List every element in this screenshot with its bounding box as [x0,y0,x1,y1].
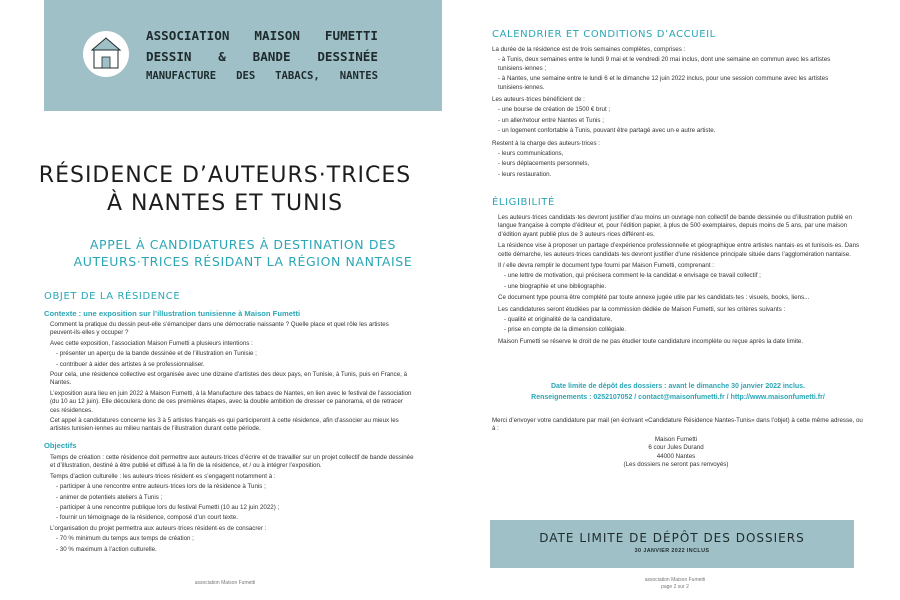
page-two [450,0,900,600]
section-body: Temps de création : cette résidence doit permettre aux auteurs·trices d’écrire et de travailler sur un projet collectif de bande dessinée et d’illustration, destiné à être publié et diffusé à la fin de la résidence, et / ou à intégrer l’exposition. Temps d’action culturelle : les auteurs·trices résident·es s’engagent notamment à : - participer à une rencontre entre auteurs·trices lors de la résidence à Tunis ; - animer de potentiels ateliers à Tunis ; - participer à une rencontre publique lors du festival Fumetti (10 au 12 juin 2022) ; - fournir un témoignage de la résidence, composé d’un court texte. L’organisation du projet permettra aux auteurs·trices résident·es de consacrer : - 70 % minimum du temps aux temps de création ; - 30 % maximum à l’action culturelle. [50,454,414,553]
page-number: page 2 sur 2 [661,583,689,590]
association-subject: DESSIN & BANDE DESSINÉE [146,49,378,64]
section-objectifs [44,441,414,556]
section-heading: OBJET DE LA RÉSIDENCE [44,291,181,302]
page-footer: association Maison Fumetti [194,580,256,586]
association-name: ASSOCIATION MAISON FUMETTI [146,28,378,43]
section-heading: ÉLIGIBILITÉ [492,197,555,208]
call-subtitle: APPEL À CANDIDATURES À DESTINATION DES AUTEURS·TRICES RÉSIDANT LA RÉGION NANTAISE [73,237,413,269]
section-body: Les auteurs·trices candidats·tes devront justifier d’au moins un ouvrage non collectif de bande dessinée ou d’illustration publié en langue française à compte d’éditeur et, pour l’édition papier, à plus de 500 exemplaires, depuis moins de 5 ans, par une maison d’édition ayant publié plus de 3 auteurs·rices différent·es. La résidence vise à proposer un partage d’expérience professionnelle et géographique entre artistes nantais·es et tunisois·es. Dans cette démarche, les auteurs·trices candidats·tes devront justifier d’une résidence principale située dans l’agglomération nantaise. Il / elle devra remplir le document type fourni par Maison Fumetti, comprenant : - une lettre de motivation, qui précisera comment le·la candidat·e envisage ce travail collectif ; - une biographie et une bibliographie. Ce document type pourra être complété par toute annexe jugée utile par les candidats·tes : visuels, books, liens... Les candidatures seront étudiées par la commission dédiée de Maison Fumetti, sur les critères suivants : - qualité et originalité de la candidature, - prise en compte de la dimension collégiale. Maison Fumetti se réserve le droit de ne pas étudier toute candidature incomplète ou reçue après la date limite. [498,214,860,345]
deadline-box [490,520,854,568]
page-title: RÉSIDENCE D’AUTEURS·TRICES À NANTES ET TUNIS [38,163,412,216]
deadline-box-date: 30 JANVIER 2022 INCLUS [634,548,710,554]
section-eligibilite [492,197,864,348]
deadline-box-title: DATE LIMITE DE DÉPÔT DES DOSSIERS [539,531,805,545]
association-location: MANUFACTURE DES TABACS, NANTES [146,70,378,82]
section-heading: CALENDRIER ET CONDITIONS D’ACCUEIL [492,29,716,40]
section-body: Comment la pratique du dessin peut-elle s’émanciper dans une démocratie naissante ? Quelle place et quel rôle les artistes peuvent-ils·elles y occuper ? Avec cette exposition, l’association Maison Fumetti a plusieurs intentions : - présenter un aperçu de la bande dessinée et de l’illustration en Tunisie ; - contribuer à aider des artistes à se professionnaliser. Pour cela, une résidence collective est organisée avec une dizaine d’artistes des deux pays, en Tunisie, à Tunis, puis en France, à Nantes. L’exposition aura lieu en juin 2022 à Maison Fumetti, à la Manufacture des tabacs de Nantes, en lien avec le festival de l’association (du 10 au 12 juin). Elle découlera donc de ces premières étapes, avec la double ambition de dresser ce panorama, et de retracer ces résidences. Cet appel à candidatures concerne les 3 à 5 artistes français·es qui participeront à cette résidence, afin d’associer au mieux les artistes tunisien·iennes au milieu nantais de l’illustration durant cette période. [50,321,412,433]
postal-address: Maison Fumetti 6 cour Jules Durand 44000 Nantes (Les dossiers ne seront pas renvoyés) [623,436,729,469]
association-text [146,28,378,82]
submission-instructions: Merci d’envoyer votre candidature par mail (en écrivant «Candidature Résidence Nantes-Tunis» dans l’objet) à cette même adresse, ou à : [492,417,863,433]
subsection-heading: Contexte : une exposition sur l’illustration tunisienne à Maison Fumetti [44,309,301,318]
section-objet [44,291,414,436]
deadline-notice: Date limite de dépôt des dossiers : avant le dimanche 30 janvier 2022 inclus. Renseignements : 0252107052 / contact@maisonfumetti.fr / http://www.maisonfumetti.fr/ [492,381,864,403]
contact-info[interactable]: Renseignements : 0252107052 / contact@maisonfumetti.fr / http://www.maisonfumetti.fr/ [531,394,825,401]
house-icon [82,26,130,82]
page-footer: association Maison Fumetti page 2 sur 2 [450,577,900,590]
section-calendrier [492,29,864,181]
subsection-heading: Objectifs [44,441,77,450]
section-body: La durée de la résidence est de trois semaines complètes, comprises : - à Tunis, deux semaines entre le lundi 9 mai et le vendredi 20 mai inclus, dont une semaine en commun avec les artistes tunisiens·iennes ; - à Nantes, une semaine entre le lundi 6 et le dimanche 12 juin 2022 inclus, pour une session commune avec les artistes tunisiens·iennes. Les auteurs·trices bénéficient de : - une bourse de création de 1500 € brut ; - un aller/retour entre Nantes et Tunis ; - un logement confortable à Tunis, pouvant être partagé avec un·e autre artiste. Restent à la charge des auteurs·trices : - leurs communications, - leurs déplacements personnels, - leurs restauration. [492,46,831,178]
